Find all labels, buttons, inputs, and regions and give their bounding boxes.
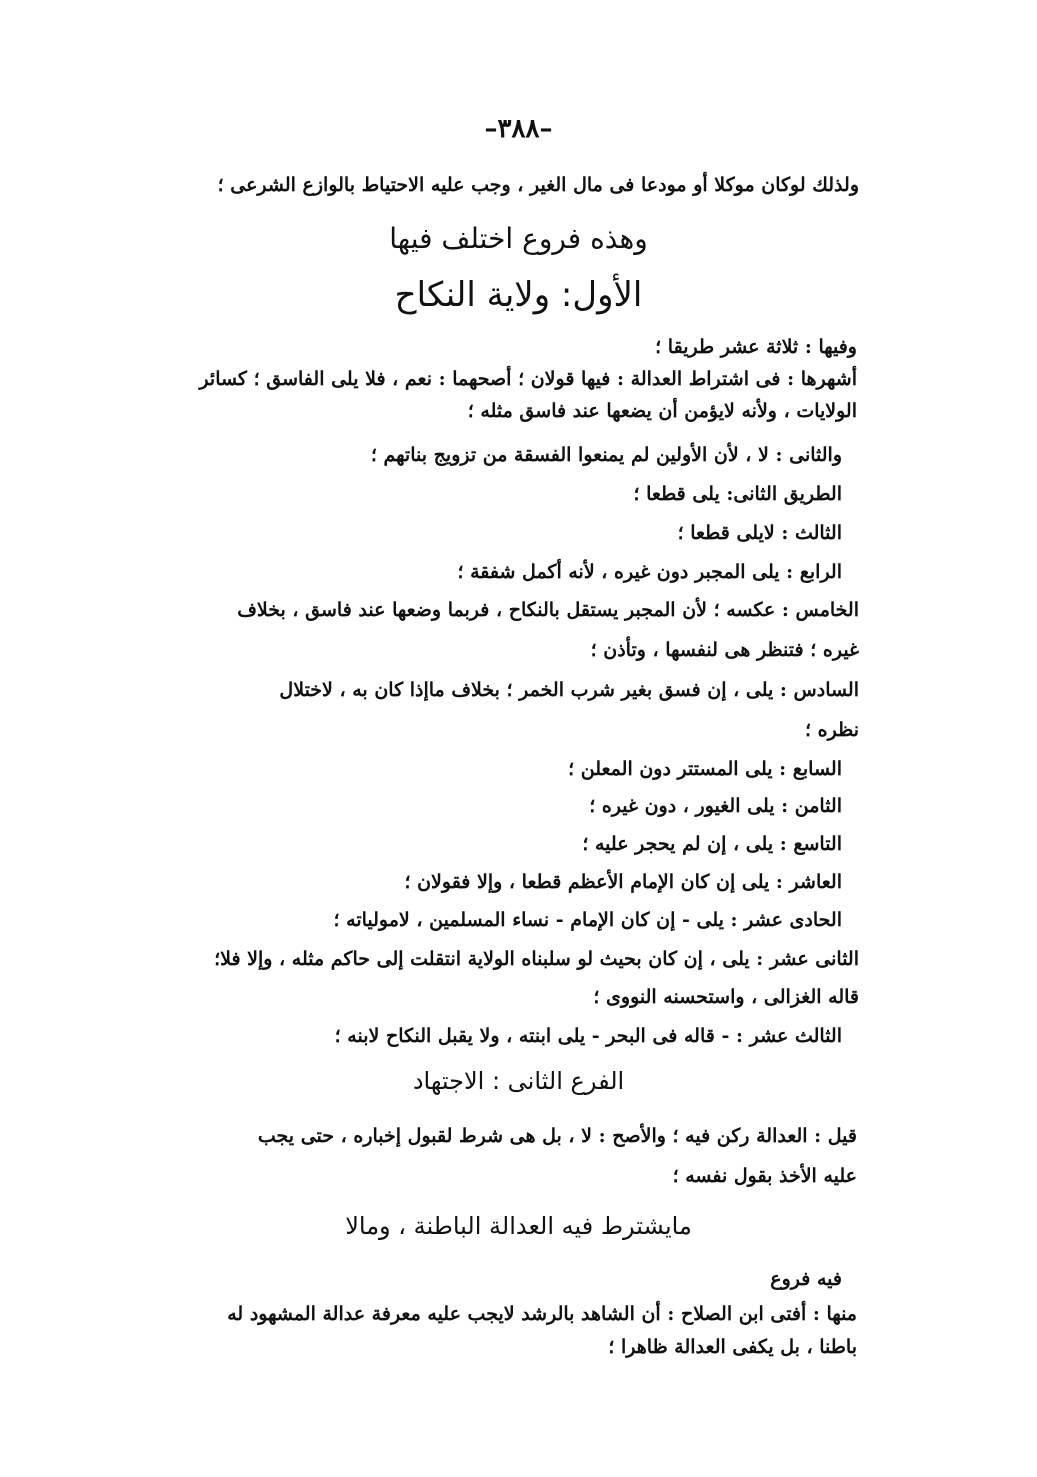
text-line: الطريق الثانى: يلى قطعا ؛ bbox=[633, 483, 842, 505]
text-line: الثالث : لايلى قطعا ؛ bbox=[677, 522, 842, 544]
text-line: قيل : العدالة ركن فيه ؛ والأصح : لا ، بل هى شرط لقبول إخباره ، حتى يجب bbox=[257, 1125, 857, 1147]
text-line: الولايات ، ولأنه لايؤمن أن يضعها عند فاسق مثله ؛ bbox=[467, 400, 857, 422]
text-line: الثالث عشر : - قاله فى البحر - يلى ابنته ، ولا يقبل النكاح لابنه ؛ bbox=[334, 1025, 842, 1047]
section-heading: الأول: ولاية النكاح bbox=[394, 275, 643, 315]
text-line: والثانى : لا ، لأن الأولين لم يمنعوا الفسقة من تزويج بناتهم ؛ bbox=[370, 444, 842, 466]
text-line: غيره ؛ فتنظر هى لنفسها ، وتأذن ؛ bbox=[590, 639, 859, 661]
text-line: التاسع : يلى ، إن لم يحجر عليه ؛ bbox=[582, 833, 842, 855]
text-line: أشهرها : فى اشتراط العدالة : فيها قولان ؛ أصحهما : نعم ، فلا يلى الفاسق ؛ كسائر bbox=[199, 368, 857, 390]
text-line: فيه فروع bbox=[770, 1268, 842, 1290]
section-heading: وهذه فروع اختلف فيها bbox=[389, 222, 648, 255]
text-line: الرابع : يلى المجبر دون غيره ، لأنه أكمل شفقة ؛ bbox=[457, 561, 842, 583]
text-line: وفيها : ثلاثة عشر طريقا ؛ bbox=[655, 336, 857, 358]
text-line: ولذلك لوكان موكلا أو مودعا فى مال الغير ، وجب عليه الاحتياط بالوازع الشرعى ؛ bbox=[217, 174, 859, 196]
text-line: الثامن : يلى الغيور ، دون غيره ؛ bbox=[589, 795, 842, 817]
section-heading: مايشترط فيه العدالة الباطنة ، ومالا bbox=[345, 1212, 692, 1240]
page-number: –٣٨٨– bbox=[484, 114, 553, 144]
text-line: عليه الأخذ بقول نفسه ؛ bbox=[672, 1165, 857, 1187]
text-line: السابع : يلى المستتر دون المعلن ؛ bbox=[568, 758, 842, 780]
text-line: الخامس : عكسه ؛ لأن المجبر يستقل بالنكاح ، فربما وضعها عند فاسق ، بخلاف bbox=[237, 599, 859, 621]
text-line: باطنا ، بل يكفى العدالة ظاهرا ؛ bbox=[608, 1336, 857, 1358]
text-line: الحادى عشر : يلى - إن كان الإمام - نساء المسلمين ، لامولياته ؛ bbox=[333, 909, 842, 931]
text-line: السادس : يلى ، إن فسق بغير شرب الخمر ؛ بخلاف ماإذا كان به ، لاختلال bbox=[279, 679, 859, 701]
text-line: منها : أفتى ابن الصلاح : أن الشاهد بالرشد لايجب عليه معرفة عدالة المشهود له bbox=[227, 1303, 857, 1325]
text-line: قاله الغزالى ، واستحسنه النووى ؛ bbox=[593, 986, 859, 1008]
text-line: العاشر : يلى إن كان الإمام الأعظم قطعا ، وإلا فقولان ؛ bbox=[404, 871, 842, 893]
section-heading: الفرع الثانى : الاجتهاد bbox=[412, 1067, 625, 1095]
text-line: الثانى عشر : يلى ، إن كان بحيث لو سلبناه الولاية انتقلت إلى حاكم مثله ، وإلا فلا؛ bbox=[214, 948, 859, 970]
text-line: نظره ؛ bbox=[805, 719, 859, 741]
